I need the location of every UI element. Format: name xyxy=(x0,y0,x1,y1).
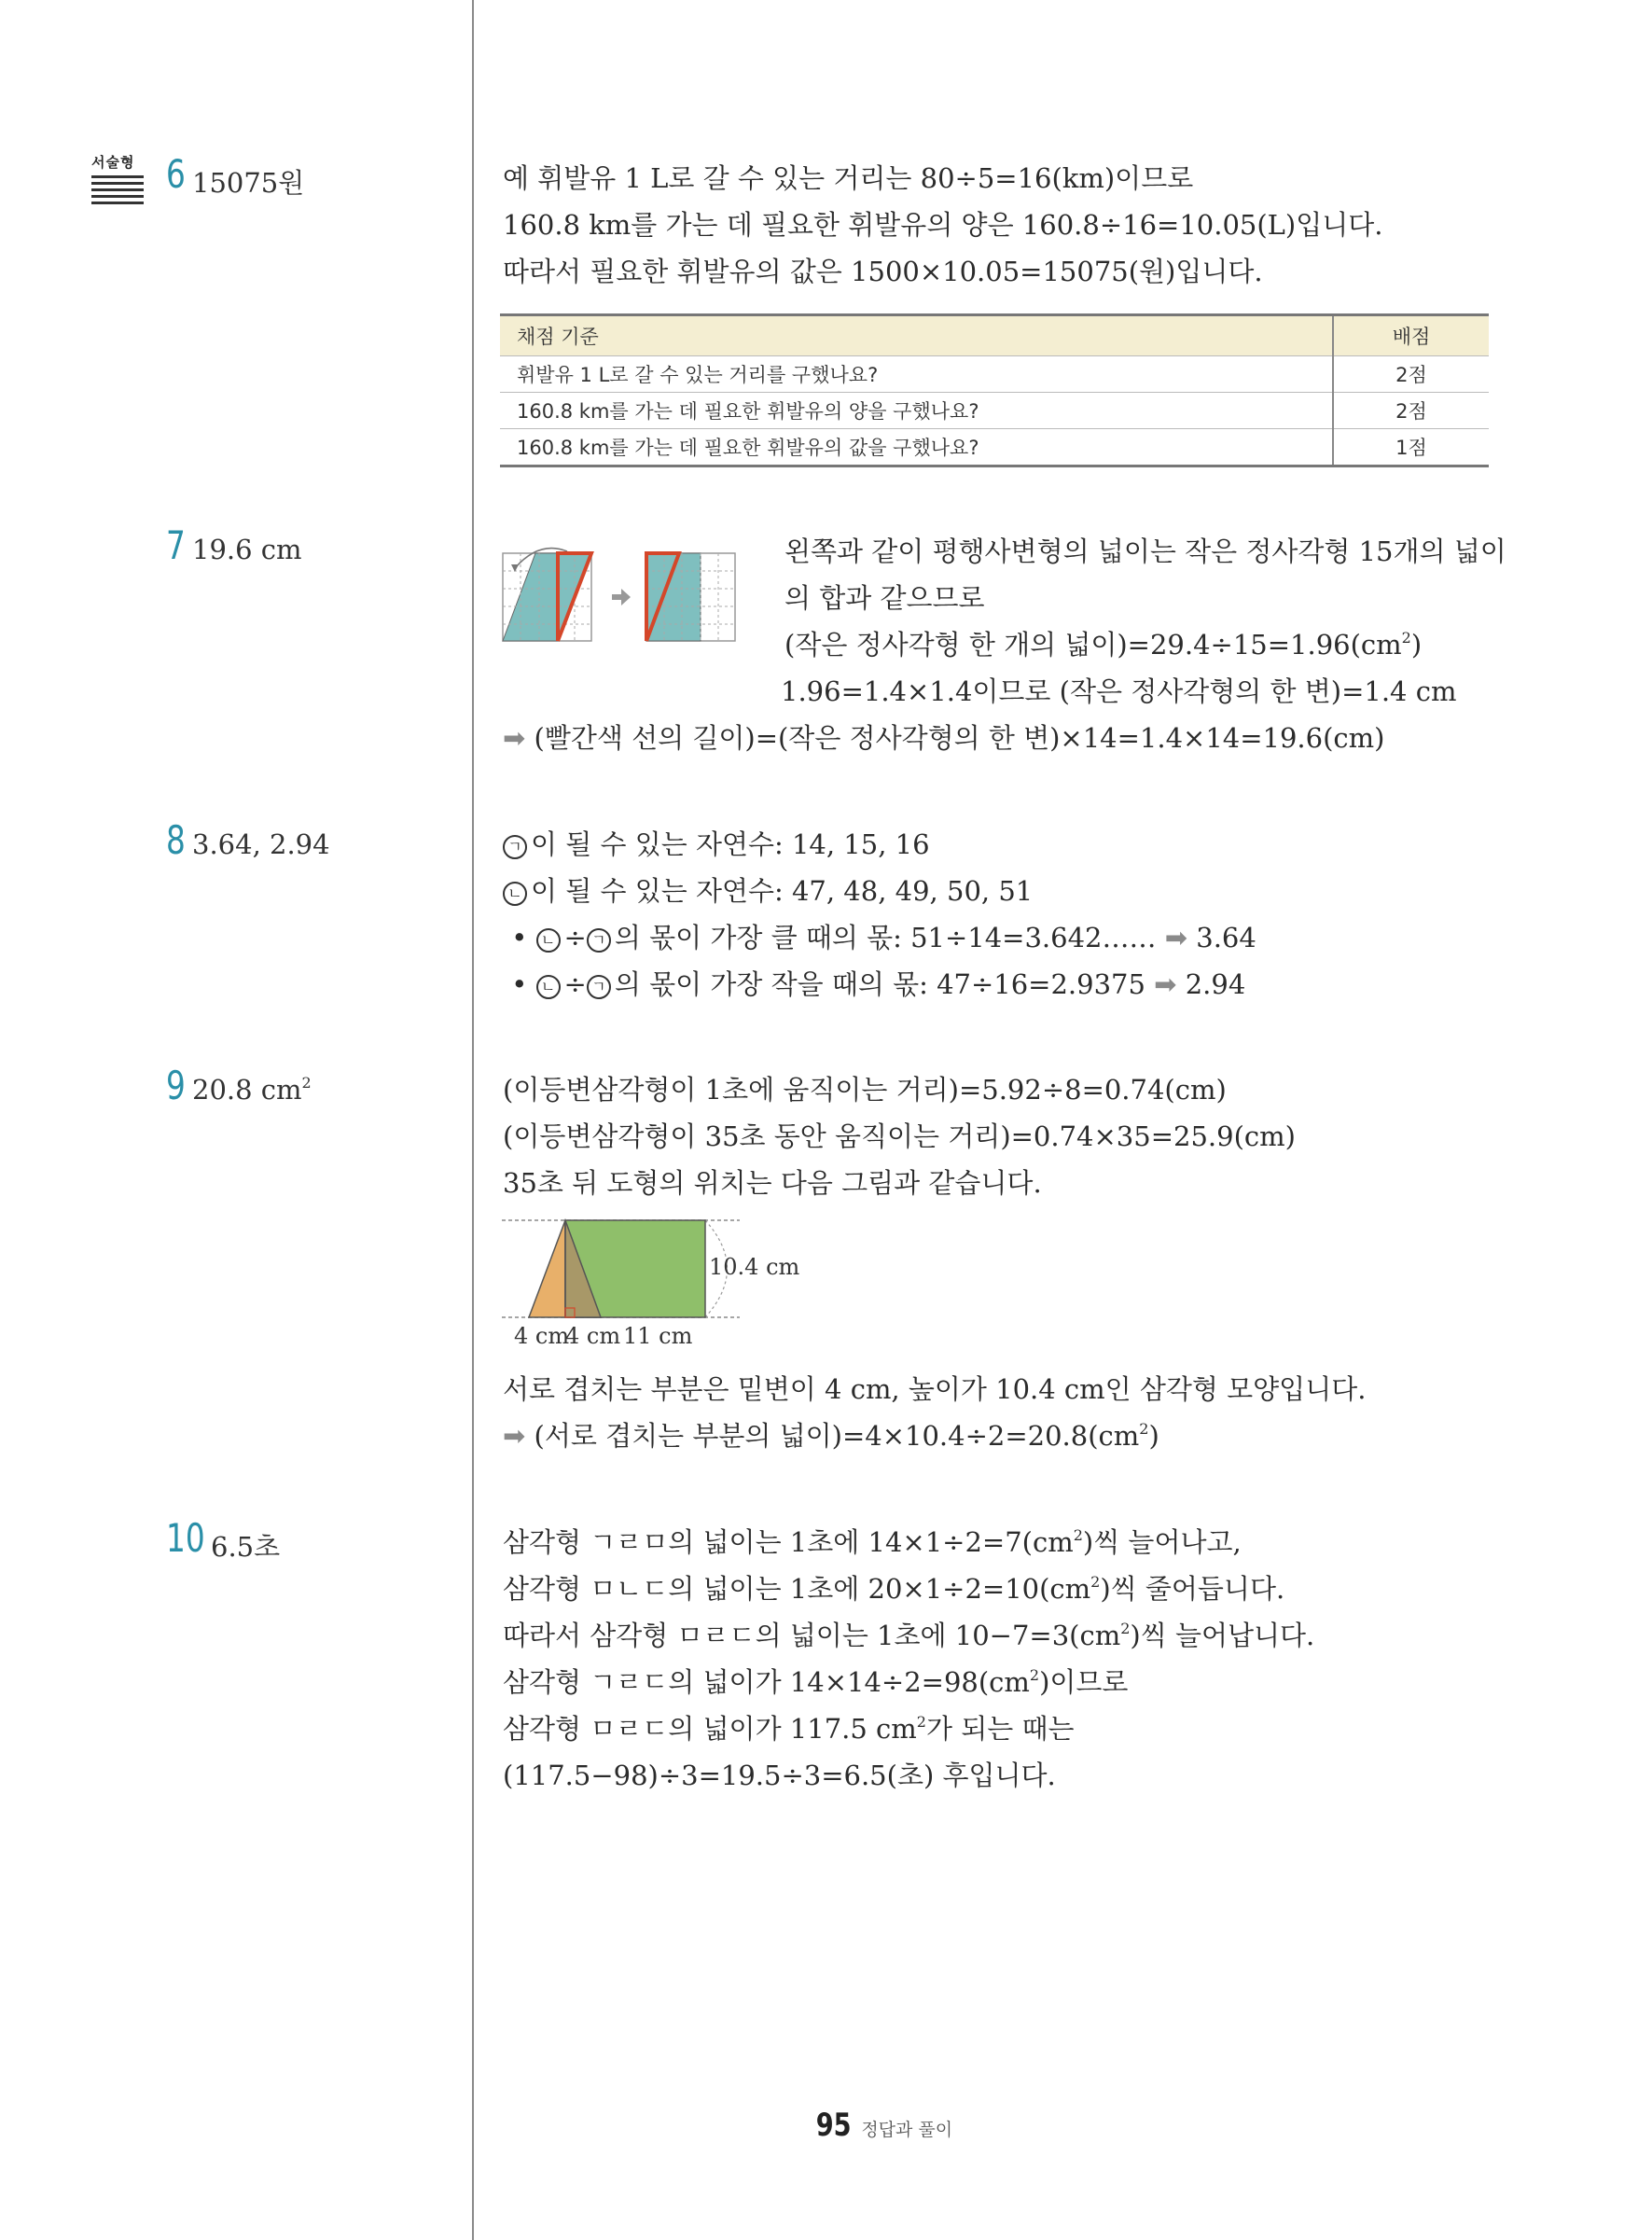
solution-line: 삼각형 ㅁㄴㄷ의 넓이는 1초에 $20\times 1\div 2=10(cm^2)$씩 줄어듭니다. xyxy=(503,1573,1285,1605)
question-number-7: 7 xyxy=(166,522,186,568)
solution-line: 35초 뒤 도형의 위치는 다음 그림과 같습니다. xyxy=(503,1167,1042,1199)
left-grid xyxy=(503,549,591,641)
page-footer xyxy=(812,2107,952,2144)
table-row xyxy=(500,356,1489,393)
answer-9: 20.8 $cm^2$ xyxy=(192,1074,312,1106)
arrow-icon: ➡ xyxy=(503,1420,526,1452)
solution-line: ➡ (서로 겹치는 부분의 넓이)$=4\times 10.4\div 2=20.8(cm^2)$ xyxy=(503,1420,1159,1452)
solution-7-text xyxy=(781,528,1506,715)
question-number-9: 9 xyxy=(166,1063,186,1108)
criteria-cell: 160.8 km를 가는 데 필요한 휘발유의 값을 구했나요? xyxy=(500,429,1333,466)
circle-label: ㄱ xyxy=(503,835,527,859)
score-cell: 1점 xyxy=(1333,429,1489,466)
right-grid xyxy=(646,553,735,641)
question-number-6: 6 xyxy=(166,151,186,197)
solution-line: 서로 겹치는 부분은 밑변이 4 cm, 높이가 10.4 cm인 삼각형 모양입니다. xyxy=(503,1373,1367,1405)
solution-10 xyxy=(503,1519,1314,1799)
footer-title: 정답과 풀이 xyxy=(861,2120,953,2140)
parallelogram-figure xyxy=(502,546,737,648)
solution-line: • ㄴ ÷ ㄱ 의 몫이 가장 작을 때의 몫: 47÷16=2.9375 ➡ 2.94 xyxy=(511,968,1246,1000)
solution-line: ㄴ 이 될 수 있는 자연수: 47, 48, 49, 50, 51 xyxy=(503,868,1256,914)
table-row xyxy=(500,429,1489,466)
solution-line: 따라서 삼각형 ㅁㄹㄷ의 넓이는 1초에 $10-7=3(cm^2)$씩 늘어납니다. xyxy=(503,1620,1315,1651)
answer-7: 19.6 cm xyxy=(192,534,302,565)
criteria-cell: 160.8 km를 가는 데 필요한 휘발유의 양을 구했나요? xyxy=(500,393,1333,429)
solution-line: 왼쪽과 같이 평행사변형의 넓이는 작은 정사각형 15개의 넓이 xyxy=(784,536,1506,567)
solution-8 xyxy=(503,821,1256,1008)
arrow-right-icon xyxy=(612,589,631,605)
column-divider xyxy=(472,0,474,2240)
criteria-cell: 휘발유 1 L로 갈 수 있는 거리를 구했나요? xyxy=(500,356,1333,393)
solution-line: 따라서 필요한 휘발유의 값은 1500×10.05=15075(원)입니다. xyxy=(503,256,1263,287)
base-label: 4 cm xyxy=(514,1323,570,1349)
solution-9-conclusion xyxy=(503,1366,1366,1459)
question-number-10: 10 xyxy=(166,1515,205,1561)
answer-6: 15075원 xyxy=(192,167,305,199)
solution-7-conclusion: ➡ (빨간색 선의 길이)=(작은 정사각형의 한 변)×14=1.4×14=19.6(cm) xyxy=(503,722,1385,754)
badge-label: 서술형 xyxy=(91,154,135,171)
solution-line: • ㄴ ÷ ㄱ 의 몫이 가장 클 때의 몫: 51÷14=3.642…… ➡ 3.64 xyxy=(511,922,1256,953)
answer-8: 3.64, 2.94 xyxy=(192,828,330,860)
solution-line: 삼각형 ㄱㄹㅁ의 넓이는 1초에 $14\times 1\div 2=7(cm^2)$씩 늘어나고, xyxy=(503,1526,1242,1558)
header-score: 배점 xyxy=(1333,315,1489,356)
solution-9 xyxy=(503,1066,1296,1206)
solution-line: (작은 정사각형 한 개의 넓이)$=29.4\div 15=1.96(cm^2)$ xyxy=(784,629,1423,661)
badge-lines-icon xyxy=(91,175,144,205)
score-cell: 2점 xyxy=(1333,393,1489,429)
question-number-8: 8 xyxy=(166,817,186,863)
height-label: 10.4 cm xyxy=(709,1254,800,1280)
solution-line: 삼각형 ㅁㄹㄷ의 넓이가 117.5 $cm^2$가 되는 때는 xyxy=(503,1713,1075,1745)
overlap-figure xyxy=(502,1213,800,1353)
page-number: 95 xyxy=(815,2107,852,2144)
solution-line: (117.5−98)÷3=19.5÷3=6.5(초) 후입니다. xyxy=(503,1760,1056,1791)
circle-label: ㄴ xyxy=(503,882,527,906)
score-cell: 2점 xyxy=(1333,356,1489,393)
scoring-table xyxy=(500,313,1489,467)
solution-6 xyxy=(503,155,1383,295)
solution-line: 1.96=1.4×1.4이므로 (작은 정사각형의 한 변)=1.4 cm xyxy=(781,675,1457,707)
solution-line: 삼각형 ㄱㄹㄷ의 넓이가 $14\times 14\div 2=98(cm^2)$이므로 xyxy=(503,1666,1129,1698)
solution-line: (이등변삼각형이 35초 동안 움직이는 거리)=0.74×35=25.9(cm) xyxy=(503,1120,1296,1152)
table-row xyxy=(500,393,1489,429)
answer-10: 6.5초 xyxy=(211,1531,281,1563)
solution-line: (이등변삼각형이 1초에 움직이는 거리)=5.92÷8=0.74(cm) xyxy=(503,1074,1227,1106)
descriptive-badge xyxy=(91,152,151,205)
solution-line: 160.8 km를 가는 데 필요한 휘발유의 양은 160.8÷16=10.05(L)입니다. xyxy=(503,209,1383,241)
table-header-row xyxy=(500,315,1489,356)
solution-line: 의 합과 같으므로 xyxy=(784,582,985,614)
header-criteria: 채점 기준 xyxy=(500,315,1333,356)
base-label: 11 cm xyxy=(623,1323,693,1349)
solution-line: ㄱ 이 될 수 있는 자연수: 14, 15, 16 xyxy=(503,821,1256,868)
solution-line: 예 휘발유 1 L로 갈 수 있는 거리는 80÷5=16(km)이므로 xyxy=(503,162,1194,194)
arrow-icon: ➡ xyxy=(503,722,526,754)
base-label: 4 cm xyxy=(565,1323,621,1349)
